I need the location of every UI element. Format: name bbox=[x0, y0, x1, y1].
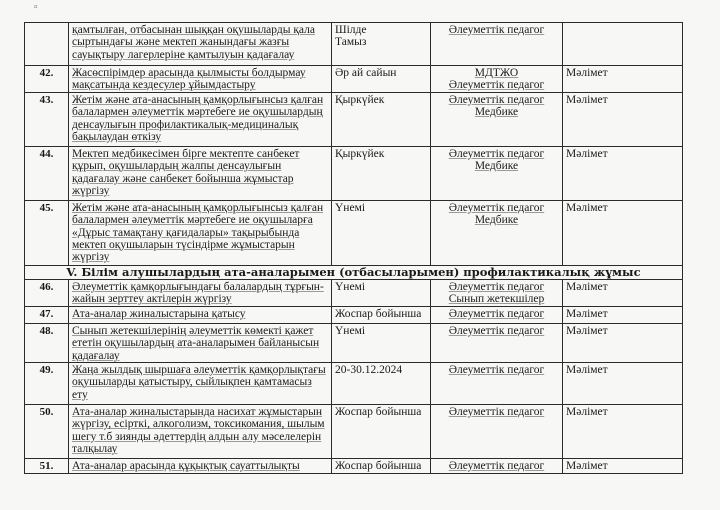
row-number: 46. bbox=[25, 279, 69, 306]
table-row bbox=[25, 405, 683, 459]
activity-cell: Әлеуметтік қамқорлығындағы балалардың тұрғын-жайын зерттеу актілерін жүргізу bbox=[69, 279, 332, 306]
row-number: 49. bbox=[25, 363, 69, 405]
section-header-group bbox=[25, 265, 683, 279]
activity-plan-table bbox=[24, 22, 683, 474]
result-cell: Мәлімет bbox=[563, 66, 683, 93]
row-number: 48. bbox=[25, 323, 69, 362]
term-cell bbox=[332, 323, 431, 362]
row-number: 45. bbox=[25, 200, 69, 265]
term-line: Қыркүйек bbox=[335, 147, 385, 160]
activity-cell: Ата-аналар арасында құқықтық сауаттылықты bbox=[69, 459, 332, 474]
corner-mark: ¤ bbox=[34, 3, 38, 11]
term-cell bbox=[332, 279, 431, 306]
table-row bbox=[25, 306, 683, 323]
responsible-line: Медбике bbox=[474, 106, 519, 119]
responsible-line: Әлеуметтік педагог bbox=[448, 93, 545, 106]
activity-cell: Ата-аналар жиналыстарында насихат жұмыстарын жүргізу, есірткі, алкоголизм, токсикомания, шылым шегу т.б зиянды әдеттердің алдын алу мәселелерін талқылау bbox=[69, 405, 332, 459]
responsible-line: МДТЖО bbox=[474, 67, 519, 79]
activity-cell: Жетім және ата-анасының қамқорлығынсыз қалған балалармен әлеуметтік мәртебеге ие оқушыларға «Дұрыс тамақтану қағидалары» тақырыбында мектеп оқушыларын түсіндірме жұмыстарын жүргізу bbox=[69, 200, 332, 265]
result-cell: Мәлімет bbox=[563, 200, 683, 265]
term-line: Жоспар бойынша bbox=[335, 406, 422, 419]
term-line: 20-30.12.2024 bbox=[335, 364, 403, 377]
responsible-cell bbox=[431, 405, 563, 459]
responsible-line: Медбике bbox=[474, 160, 519, 173]
result-cell: Мәлімет bbox=[563, 459, 683, 474]
responsible-cell bbox=[431, 279, 563, 306]
responsible-line: Әлеуметтік педагог bbox=[448, 364, 545, 377]
section-header-row bbox=[25, 265, 683, 279]
term-cell bbox=[332, 66, 431, 93]
table-row bbox=[25, 200, 683, 265]
term-line: Тамыз bbox=[335, 36, 367, 49]
term-cell bbox=[332, 92, 431, 146]
responsible-cell bbox=[431, 200, 563, 265]
table-row bbox=[25, 92, 683, 146]
responsible-cell bbox=[431, 92, 563, 146]
activity-cell: Ата-аналар жиналыстарына қатысу bbox=[69, 306, 332, 323]
term-cell bbox=[332, 306, 431, 323]
table-body-upper bbox=[25, 23, 683, 266]
responsible-cell bbox=[431, 23, 563, 66]
term-cell bbox=[332, 459, 431, 474]
section-title: V. Білім алушылардың ата-аналарымен (отбасыларымен) профилактикалық жұмыс bbox=[25, 265, 683, 279]
table-body-lower bbox=[25, 279, 683, 473]
result-cell: Мәлімет bbox=[563, 146, 683, 200]
row-number: 44. bbox=[25, 146, 69, 200]
responsible-cell bbox=[431, 323, 563, 362]
responsible-line: Әлеуметтік педагог bbox=[448, 201, 545, 214]
table-row bbox=[25, 459, 683, 474]
row-number: 42. bbox=[25, 66, 69, 93]
term-cell bbox=[332, 200, 431, 265]
row-number: 43. bbox=[25, 92, 69, 146]
responsible-line: Әлеуметтік педагог bbox=[448, 307, 545, 320]
row-number: 47. bbox=[25, 306, 69, 323]
table-row bbox=[25, 363, 683, 405]
responsible-line: Сынып жетекшілер bbox=[448, 293, 545, 306]
responsible-line: Әлеуметтік педагог bbox=[448, 280, 545, 293]
result-cell bbox=[563, 23, 683, 66]
responsible-line: Әлеуметтік педагог bbox=[448, 24, 545, 36]
responsible-cell bbox=[431, 146, 563, 200]
row-number bbox=[25, 23, 69, 66]
result-cell: Мәлімет bbox=[563, 323, 683, 362]
term-line: Жоспар бойынша bbox=[335, 307, 422, 320]
responsible-line: Әлеуметтік педагог bbox=[448, 460, 545, 473]
table-row bbox=[25, 23, 683, 66]
term-cell bbox=[332, 363, 431, 405]
table-row bbox=[25, 323, 683, 362]
activity-cell: Жасөспірімдер арасында қылмысты болдырмау мақсатында кездесулер ұйымдастыру bbox=[69, 66, 332, 93]
term-cell bbox=[332, 23, 431, 66]
table-row bbox=[25, 66, 683, 93]
table-row bbox=[25, 279, 683, 306]
responsible-cell bbox=[431, 66, 563, 93]
result-cell: Мәлімет bbox=[563, 92, 683, 146]
term-line: Қыркүйек bbox=[335, 93, 385, 106]
responsible-line: Медбике bbox=[474, 214, 519, 227]
activity-cell: Жаңа жылдық шыршаға әлеуметтік қамқорлықтағы оқушыларды қатыстыру, сыйлықпен қамтамасыз ету bbox=[69, 363, 332, 405]
responsible-cell bbox=[431, 459, 563, 474]
result-cell: Мәлімет bbox=[563, 405, 683, 459]
activity-cell: қамтылған, отбасынан шыққан оқушыларды қала сыртындағы және мектеп жанындағы жазғы сауықтыру лагерлеріне қамтылуын қадағалау bbox=[69, 23, 332, 66]
row-number: 50. bbox=[25, 405, 69, 459]
responsible-cell bbox=[431, 363, 563, 405]
row-number: 51. bbox=[25, 459, 69, 474]
term-line: Үнемі bbox=[335, 201, 366, 214]
result-cell: Мәлімет bbox=[563, 306, 683, 323]
activity-cell: Мектеп медбикесімен бірге мектепте санбекет құрып, оқушылардың жалпы денсаулығын қадағалау және санбекет бойынша жұмыстар жүргізу bbox=[69, 146, 332, 200]
term-line: Үнемі bbox=[335, 280, 366, 293]
activity-cell: Сынып жетекшілерінің әлеуметтік көмекті қажет ететін оқушылардың ата-аналарымен байланысын қадағалау bbox=[69, 323, 332, 362]
term-line: Әр ай сайын bbox=[335, 67, 397, 79]
responsible-line: Әлеуметтік педагог bbox=[448, 147, 545, 160]
result-cell: Мәлімет bbox=[563, 279, 683, 306]
term-line: Үнемі bbox=[335, 324, 366, 337]
term-cell bbox=[332, 405, 431, 459]
responsible-cell bbox=[431, 306, 563, 323]
responsible-line: Әлеуметтік педагог bbox=[448, 406, 545, 419]
term-line: Жоспар бойынша bbox=[335, 460, 422, 473]
table-row bbox=[25, 146, 683, 200]
term-line: Шілде bbox=[335, 24, 367, 36]
term-cell bbox=[332, 146, 431, 200]
activity-cell: Жетім және ата-анасының қамқорлығынсыз қалған балалармен әлеуметтік мәртебеге ие оқушылардың денсаулығын профилактикалық-медициналық бақылаудан өткізу bbox=[69, 92, 332, 146]
responsible-line: Әлеуметтік педагог bbox=[448, 324, 545, 337]
result-cell: Мәлімет bbox=[563, 363, 683, 405]
responsible-line: Әлеуметтік педагог bbox=[448, 79, 545, 92]
